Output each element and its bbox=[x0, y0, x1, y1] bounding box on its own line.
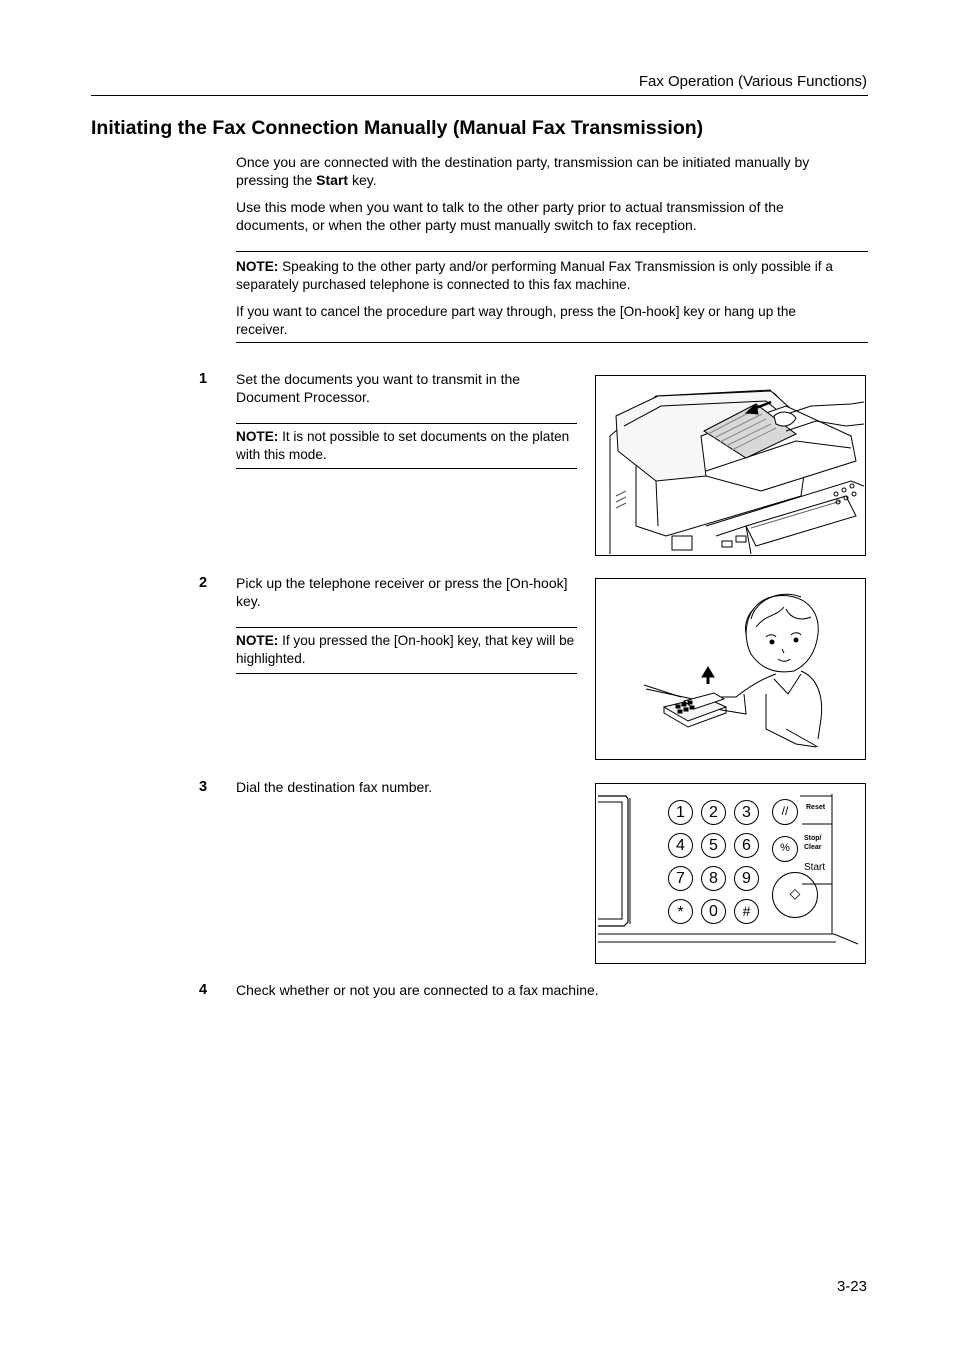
step-text: Set the documents you want to transmit in the Document Processor. bbox=[236, 371, 521, 405]
intro-text-part: key. bbox=[348, 172, 377, 188]
reset-label: Reset bbox=[806, 804, 826, 811]
keypad-illustration bbox=[595, 783, 866, 964]
keypad-key[interactable]: 0 bbox=[701, 899, 726, 924]
reset-button[interactable] bbox=[772, 799, 798, 825]
step-number: 3 bbox=[199, 779, 208, 795]
stop-clear-button[interactable] bbox=[772, 836, 798, 862]
start-diamond-icon: ◇ bbox=[789, 885, 801, 901]
step-text: Pick up the telephone receiver or press the [On-hook] key. bbox=[236, 575, 568, 609]
step-number: 4 bbox=[199, 982, 208, 998]
intro-paragraph-1 bbox=[236, 153, 836, 189]
keypad-key[interactable]: 5 bbox=[701, 833, 726, 858]
stop-clear-label bbox=[804, 834, 822, 852]
keypad-key[interactable]: 1 bbox=[668, 800, 693, 825]
keypad-key-hash[interactable]: # bbox=[734, 899, 759, 924]
note-cancel-text: If you want to cancel the procedure part way through, press the [On-hook] key or hang up the receiver. bbox=[236, 304, 796, 337]
stop-label: Stop/ bbox=[804, 835, 822, 842]
step-note-top-rule bbox=[236, 423, 577, 424]
note-label: NOTE: bbox=[236, 633, 279, 648]
step-number: 1 bbox=[199, 371, 208, 387]
note-bottom-rule bbox=[236, 342, 868, 343]
start-label: Start bbox=[804, 862, 826, 873]
intro-paragraph-2: Use this mode when you want to talk to the other party prior to actual transmission of the documents, or when the other party must manually switch to fax reception. bbox=[236, 199, 784, 233]
keypad-key[interactable]: 6 bbox=[734, 833, 759, 858]
step-text: Dial the destination fax number. bbox=[236, 779, 433, 795]
keypad-key[interactable]: 7 bbox=[668, 866, 693, 891]
step-note-bottom-rule bbox=[236, 673, 577, 674]
section-title: Initiating the Fax Connection Manually (Manual Fax Transmission) bbox=[91, 117, 704, 139]
percent-c-icon: % bbox=[780, 842, 790, 854]
keypad-key-star[interactable]: * bbox=[668, 899, 693, 924]
person-on-hook-illustration bbox=[595, 578, 866, 760]
keypad-key[interactable]: 3 bbox=[734, 800, 759, 825]
start-button[interactable] bbox=[772, 872, 818, 918]
note-label: NOTE: bbox=[236, 259, 279, 274]
page-number: 3-23 bbox=[836, 1278, 867, 1295]
step-number: 2 bbox=[199, 575, 208, 591]
keypad-key[interactable]: 4 bbox=[668, 833, 693, 858]
keypad-key[interactable]: 2 bbox=[701, 800, 726, 825]
note-block bbox=[236, 258, 868, 293]
note-top-rule bbox=[236, 251, 868, 252]
clear-label: Clear bbox=[804, 844, 822, 851]
note-text: If you pressed the [On-hook] key, that key will be highlighted. bbox=[236, 633, 575, 666]
keypad-key[interactable]: 9 bbox=[734, 866, 759, 891]
step-note-bottom-rule bbox=[236, 468, 577, 469]
keypad-key[interactable]: 8 bbox=[701, 866, 726, 891]
intro-text-part: Once you are connected with the destination party, transmission can be initiated manually by pressing the bbox=[236, 154, 810, 188]
note-text: It is not possible to set documents on the platen with this mode. bbox=[236, 429, 570, 462]
step-note-top-rule bbox=[236, 627, 577, 628]
step-note bbox=[236, 428, 577, 464]
document-processor-illustration bbox=[595, 375, 866, 556]
slash-icon: // bbox=[781, 804, 789, 818]
note-label: NOTE: bbox=[236, 429, 279, 444]
start-key-label: Start bbox=[316, 172, 349, 188]
step-text: Check whether or not you are connected to a fax machine. bbox=[236, 982, 599, 998]
note-text: Speaking to the other party and/or performing Manual Fax Transmission is only possible if a separately purchased telephone is connected to this fax machine. bbox=[236, 259, 833, 292]
running-header: Fax Operation (Various Functions) bbox=[638, 73, 867, 90]
step-note bbox=[236, 632, 577, 668]
keypad-grid bbox=[668, 800, 760, 922]
header-rule bbox=[91, 95, 868, 96]
